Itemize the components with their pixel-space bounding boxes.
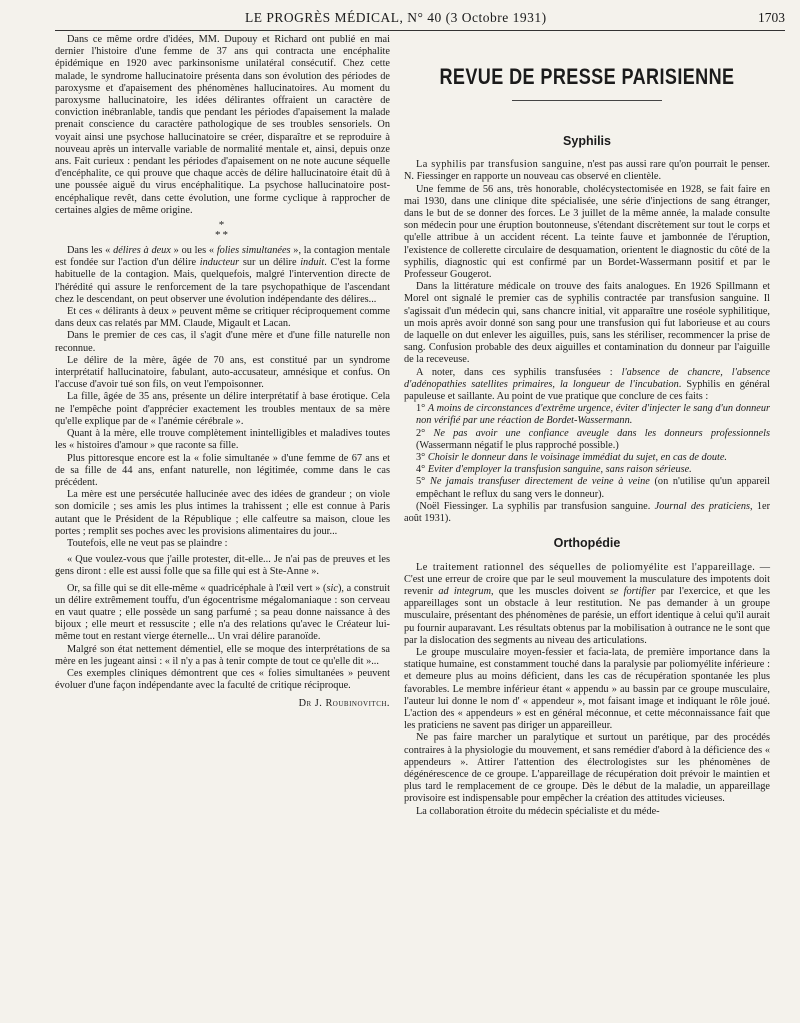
- text-run: (Noël Fiessinger. La syphilis par transfusion sanguine.: [416, 500, 655, 512]
- italic-run: Eviter d'employer la transfusion sanguine, sans raison sérieuse.: [427, 464, 692, 476]
- italic-run: délires à deux: [113, 245, 171, 257]
- paragraph: [404, 562, 770, 647]
- italic-run: ad integrum: [438, 585, 491, 597]
- text-run: , n'est pas aussi rare qu'on pourrait le penser. N. Fiessinger en rapporte un nouveau cas observé en clientèle.: [404, 159, 770, 183]
- asterism: * **: [215, 219, 230, 242]
- text-run: (Wassermann négatif le plus rapproché possible.): [416, 439, 619, 451]
- paragraph: Le délire de la mère, âgée de 70 ans, est constitué par un syndrome interprétatif hallucinatoire, fabulant, auto-accusateur, amnésique et confus. On l'accuse d'avoir tué son fils, on veut l'empoisonner.: [55, 354, 390, 391]
- list-number: 5°: [416, 476, 426, 488]
- italic-run: Choisir le donneur dans le voisinage immédiat du sujet, en cas de doute.: [427, 452, 728, 464]
- text-run: , que les muscles doivent: [491, 585, 610, 597]
- article-title: La syphilis par transfusion sanguine: [416, 159, 582, 171]
- section-heading-orthopedie: Orthopédie: [553, 536, 621, 551]
- paragraph: [404, 367, 770, 404]
- quote: « Que voulez-vous que j'aille protester, dit-elle... Je n'ai pas de preuves et les gens diront : elle est aussi folle que sa fille qui est à Ste-Anne ».: [55, 554, 390, 578]
- paragraph: Toutefois, elle ne veut pas se plaindre :: [67, 537, 228, 549]
- paragraph: Ces exemples cliniques démontrent que ces « folies simultanées » peuvent évoluer d'une façon indépendante avec la faculté de critique réciproque.: [55, 667, 390, 692]
- text-run: Dans les «: [67, 245, 114, 257]
- italic-run: A moins de circonstances d'extrême urgence, éviter d'injecter le sang d'un donneur non vérifié par une réaction de Bordet-Wassermann.: [416, 403, 770, 427]
- text-run: sur un délire: [239, 257, 301, 269]
- list-item: [404, 452, 770, 464]
- text-run: , 1er août 1931).: [404, 500, 770, 525]
- italic-run: se fortifier: [609, 585, 656, 597]
- right-column: [404, 34, 770, 818]
- list-number: 3°: [416, 452, 426, 464]
- paragraph: La collaboration étroite du médecin spécialiste et du méde-: [416, 805, 660, 817]
- italic-run: folies simultanées: [216, 245, 291, 257]
- italic-run: l'absence de chancre, l'absence d'adénopathies satellites primaires, la longueur de l'incubation: [404, 366, 771, 390]
- title-rule: [512, 100, 662, 101]
- paragraph: Et ces « délirants à deux » peuvent même se critiquer réciproquement comme dans deux cas relatés par MM. Claude, Migault et Lacan.: [55, 306, 390, 330]
- paragraph: Malgré son état nettement démentiel, elle se moque des interprétations de sa mère en les jugeant ainsi : « il n'y a pas à tenir compte de tout ce qu'elle dit »...: [55, 643, 390, 667]
- italic-run: inducteur: [199, 257, 240, 269]
- source-citation: [404, 501, 770, 525]
- signature: Dr J. Roubinovitch.: [298, 698, 390, 710]
- left-column: [55, 34, 390, 711]
- paragraph: [404, 159, 770, 183]
- rubrique-title: REVUE DE PRESSE PARISIENNE: [439, 64, 735, 89]
- text-run: A noter, dans ces syphilis transfusées :: [416, 366, 622, 378]
- text-run: ), a construit un délire extrêmement touffu, d'un égocentrisme mégalomaniaque : son cerveau en vaut quatre ; elle possède un sang parfumé ; sa peau donne naissance à des bijoux ; elle meurt et ressuscite ; elle n'a des relations qu'avec le Créateur lui-même tout en restant vierge éternelle... Un vrai délire paranoïde.: [55, 582, 390, 643]
- text-run: . C'est la forme habituelle de la contagion. Mais, quelquefois, malgré l'intervention directe de l'hérédité qui assure le renforcement de la tare psychopathique de l'ascendant chez le descendant, on peut observer une évolution indépendante des délires...: [55, 257, 390, 305]
- italic-run: Ne pas avoir une confiance aveugle dans les donneurs professionnels: [433, 427, 770, 439]
- section-heading-syphilis: Syphilis: [563, 134, 611, 148]
- text-run: », la contagion mentale est fondée sur l'action d'un délire: [55, 245, 390, 269]
- text-run: . — C'est une erreur de croire que par le seul mouvement la musculature des impotents doit revenir: [404, 561, 770, 597]
- paragraph: Plus pittoresque encore est la « folie simultanée » d'une femme de 67 ans et de sa fille de 44 ans, enfant naturelle, non légitimée, comme dans le cas précédent.: [55, 452, 390, 488]
- paragraph: Dans la littérature médicale on trouve des faits analogues. En 1926 Spillmann et Morel ont signalé le premier cas de syphilis contractée par transfusion sanguine. Il s'agissait d'un médecin qui, sans chancre initial, vit apparaître une roséole syphilitique, un mois après avoir donné son sang pour une transfusion qui fut laborieuse et au cours de laquelle on dut enlever les aiguilles, puis, sans les stériliser, recommencer la prise de sang. Confusion probable des deux aiguilles et contamination du donneur par l'aiguille de la receveuse.: [404, 281, 770, 366]
- paragraph: Le groupe musculaire moyen-fessier et facia-lata, de première importance dans la statique humaine, est constamment touché dans la paralysie par poliomyélite inférieure : et demeure plus au moins déficient, dans les cas de récupération spontanée les plus favorables. Le membre inférieur étant « appendu » au bassin par ce groupe musculaire, l'auteur lui donne le nom d' « appendeur », mot faisant image et indiquant le rôle joué. L'action des « appendeurs » est en général méconnue, et cette méconnaissance fait que les praticiens ne savent pas diriger un appareilleur.: [404, 646, 770, 732]
- paragraph: [55, 245, 390, 306]
- paragraph: [55, 583, 390, 644]
- list-number: 1°: [416, 403, 426, 415]
- text-run: (on n'utilise qu'un appareil empêchant le reflux du sang vers le donneur).: [416, 476, 771, 500]
- list-item: [404, 428, 770, 452]
- paragraph: Dans le premier de ces cas, il s'agit d'une mère et d'une fille naturelle non reconnue.: [55, 330, 390, 354]
- italic-run: Ne jamais transfuser directement de veine à veine: [429, 476, 650, 488]
- italic-run: Journal des praticiens: [654, 500, 751, 512]
- paragraph: La fille, âgée de 35 ans, présente un délire interprétatif à base érotique. Cela ne l'empêche point d'apprécier exactement les troubles mentaux de sa mère qu'elle explique par de « l'anémie cérébrale ».: [55, 391, 390, 427]
- text-run: » ou les «: [170, 245, 217, 257]
- article-title: Le traitement rationnel des séquelles de poliomyélite est l'appareillage: [416, 561, 753, 573]
- text-run: . Syphilis en général papuleuse et saillante. Au point de vue pratique que conclure de ces faits :: [404, 378, 770, 403]
- list-item: [404, 464, 770, 476]
- italic-run: sic: [326, 582, 338, 594]
- list-number: 4°: [416, 464, 426, 476]
- running-head: [55, 8, 785, 31]
- paragraph: Ne pas faire marcher un paralytique et surtout un parétique, par des procédés contraires à la physiologie du mouvement, et sans remédier d'abord à la déficience des « appendeurs ». Attirer l'attention des électrologistes sur les phénomènes de dégénérescence de ce groupe. L'appareillage de récupération doit prévoir le maintien et plus tard le remplacement de ce groupe. Dès le début de la maladie, un appareillage provisoire est indispensable pour empêcher la création des attitudes vicieuses.: [404, 732, 770, 805]
- paragraph: Dans ce même ordre d'idées, MM. Dupouy et Richard ont publié en mai dernier l'histoire d'une femme de 37 ans qui contracta une encéphalite épidémique en 1920 avec parkinsonisme unilatéral consécutif. Chez cette malade, le syndrome hallucinatoire présenta dans son évolution des périodes de paroxysme et d'apaisement des phénomènes hallucinatoires. Au moment du paroxysme hallucinatoire, les idées délirantes offraient un caractère de conviction inébranlable, tandis que pendant les périodes d'apaisement la malade prenait conscience du caractère pathologique de ses troubles sensoriels. On voyait ainsi une psychose hallucinatoire se créer, disparaître et se reproduire à nouveau après un intervalle variable de normalité mentale et, ainsi, depuis onze ans. Fait curieux : pendant les périodes d'apaisement on ne note aucune séquelle d'encéphalite, ce qui prouve que chaque accès de délire hallucinatoire était dû à une poussée aiguë du virus encéphalitique. La psychose hallucinatoire post-encéphalique revêt, dans cette évolution, une forme cyclique à rapprocher de certaines algies de même origine.: [55, 34, 390, 216]
- paragraph: Une femme de 56 ans, très honorable, cholécystectomisée en 1928, se fait faire en mai 1930, dans une clinique dite spécialisée, une série d'injections de sang étranger, dans le but de se donner des forces. Le 3 juillet de la même année, la malade consulte son médecin pour une éruption boutonneuse, s'étendant discrètement sur tout le corps et qu'elle attribue à un accident récent. La teinte fauve et jambonnée de l'éruption, l'existence de collerette circulaire de desquamation, orientent le diagnostic du côté de la syphilis, diagnostic qui est confirmé par un Bordet-Wassermann positif et par le Professeur Gougerot.: [404, 183, 770, 281]
- paragraph: Quant à la mère, elle trouve complètement inintelligibles et maladives toutes les « histoires d'amour » que raconte sa fille.: [55, 428, 390, 452]
- page-number: 1703: [758, 10, 785, 25]
- list-item: [404, 403, 770, 427]
- list-number: 2°: [416, 427, 426, 439]
- text-run: par l'exercice, et que les appareillages sont un obstacle à leur restitution. Ne pas demander à un groupe musculaire, présentant des phénomènes de parésie, un effort identique à celui qu'il aurait pu fournir auparavant. Les résultats obtenus par la mobilisation à outrance ne le sont que par la dislocation des segments au niveau des articulations.: [404, 585, 770, 646]
- running-title: LE PROGRÈS MÉDICAL, N° 40 (3 Octobre 1931): [245, 10, 547, 25]
- paragraph: La mère est une persécutée hallucinée avec des idées de grandeur ; on viole son domicile ; ses amis les plus intimes la trahissent ; elle est connue à Paris autant que le Président de la République ; elle calfeutre sa maison, cloue les portes ; remplit ses poches avec les provisions alimentaires du jour...: [55, 489, 390, 537]
- text-run: Or, sa fille qui se dit elle-même « quadricéphale à l'œil vert » (: [67, 582, 327, 594]
- list-item: [404, 476, 770, 500]
- italic-run: induit: [300, 257, 325, 269]
